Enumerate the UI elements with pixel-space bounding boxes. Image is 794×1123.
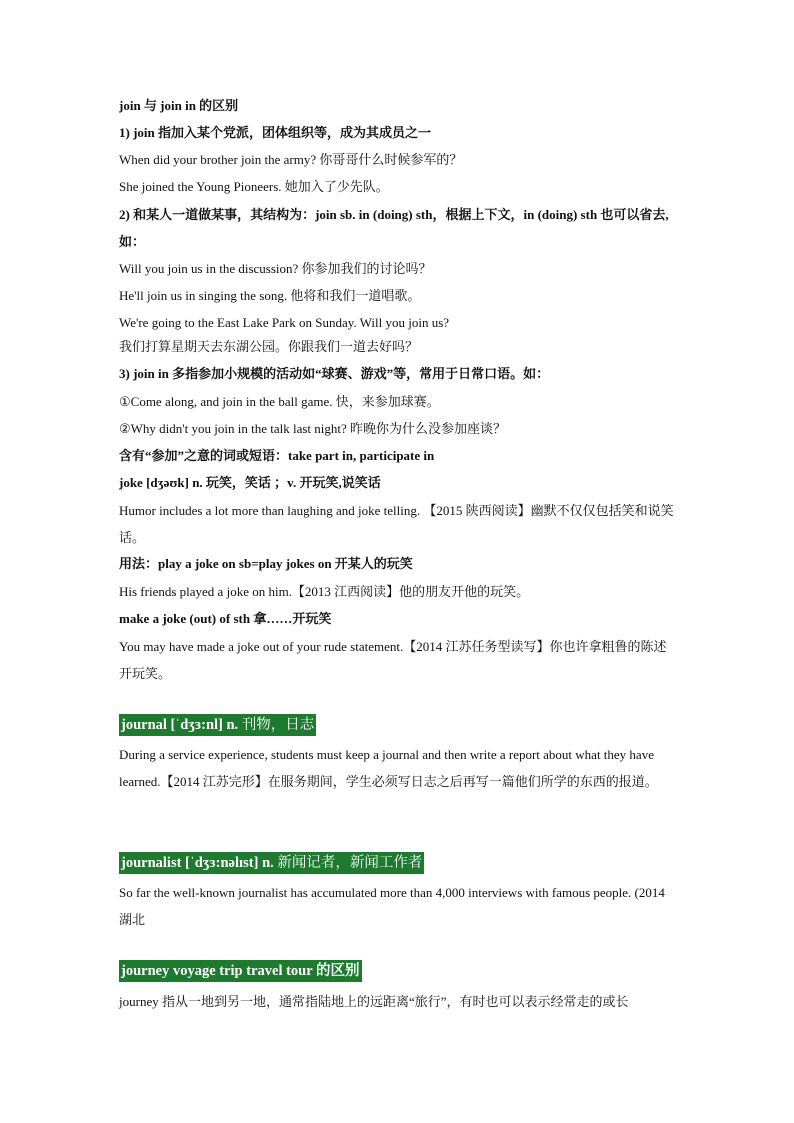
example-sentence: Will you join us in the discussion? 你参加我们的讨论吗？ bbox=[119, 261, 432, 276]
rule-3: 3) join in 多指参加小规模的活动如“球赛、游戏”等，常用于日常口语。如： bbox=[119, 366, 550, 381]
section-heading-join: join 与 join in 的区别 bbox=[119, 98, 239, 113]
rule-2: 2) 和某人一道做某事，其结构为：join sb. in (doing) sth，根据上下文，in (doing) sth 也可以省去,如： bbox=[119, 207, 669, 249]
usage-note: make a joke (out) of sth 拿……开玩笑 bbox=[119, 611, 332, 626]
entry-heading-journey: journey voyage trip travel tour 的区别 bbox=[119, 960, 362, 982]
entry-heading-journal: journal [ˈdʒɜ:nl] n. 刊物，日志 bbox=[119, 714, 316, 736]
example-sentence: We're going to the East Lake Park on Sunday. Will you join us? bbox=[119, 315, 450, 330]
example-translation: 我们打算星期天去东湖公园。你跟我们一道去好吗？ bbox=[119, 339, 419, 354]
example-sentence: She joined the Young Pioneers. 她加入了少先队。 bbox=[119, 179, 389, 194]
example-sentence: ②Why didn't you join in the talk last night? 昨晚你为什么没参加座谈？ bbox=[119, 421, 506, 436]
example-sentence: Humor includes a lot more than laughing and joke telling. 【2015 陕西阅读】幽默不仅仅包括笑和说笑话。 bbox=[119, 503, 674, 545]
definition-journey: journey 指从一地到另一地，通常指陆地上的远距离“旅行”，有时也可以表示经常走的或长 bbox=[119, 994, 629, 1009]
usage-note: 用法：play a joke on sb=play jokes on 开某人的玩笑 bbox=[119, 556, 413, 571]
entry-heading-journalist: journalist [ˈdʒɜ:nəlɪst] n. 新闻记者，新闻工作者 bbox=[119, 852, 424, 874]
example-sentence: ①Come along, and join in the ball game. 快，来参加球赛。 bbox=[119, 394, 440, 409]
example-sentence: So far the well-known journalist has accumulated more than 4,000 interviews with famous people. (2014 湖北 bbox=[119, 885, 665, 927]
example-sentence: His friends played a joke on him.【2013 江西阅读】他的朋友开他的玩笑。 bbox=[119, 584, 530, 599]
example-sentence: When did your brother join the army? 你哥哥什么时候参军的？ bbox=[119, 152, 463, 167]
entry-joke: joke [dʒəʊk] n. 玩笑，笑话 ；v. 开玩笑,说笑话 bbox=[119, 475, 381, 490]
example-sentence: During a service experience, students must keep a journal and then write a report about what they have learned.【2014 江苏完形】在服务期间，学生必须写日志之后再写一篇他们所学的东西的报道。 bbox=[119, 747, 658, 789]
example-sentence: He'll join us in singing the song. 他将和我们一道唱歌。 bbox=[119, 288, 421, 303]
related-phrases: 含有“参加”之意的词或短语：take part in, participate in bbox=[119, 448, 435, 463]
example-sentence: You may have made a joke out of your rude statement.【2014 江苏任务型读写】你也许拿粗鲁的陈述开玩笑。 bbox=[119, 639, 667, 681]
rule-1: 1) join 指加入某个党派，团体组织等，成为其成员之一 bbox=[119, 125, 432, 140]
